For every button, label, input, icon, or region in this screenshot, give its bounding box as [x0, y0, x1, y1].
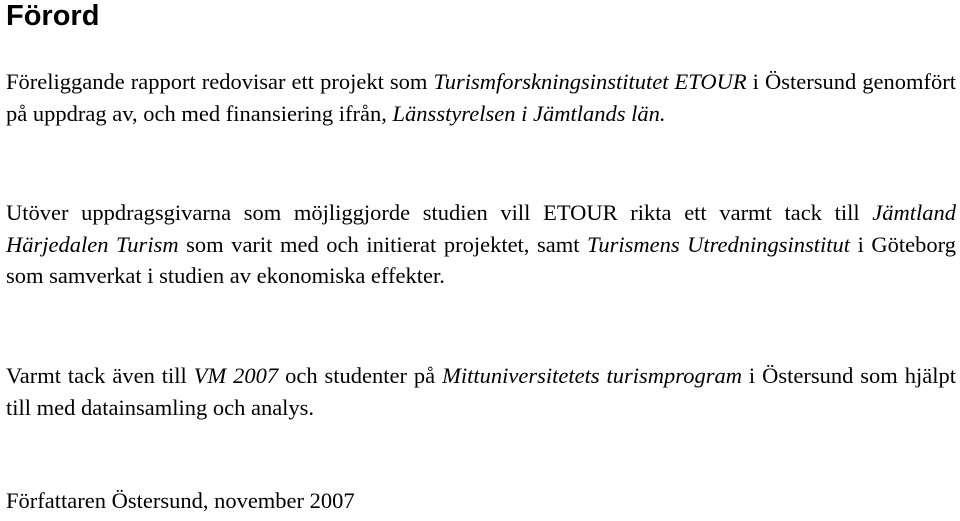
paragraph-text: Utöver uppdragsgivarna som möjliggjorde studien vill ETOUR rikta ett varmt tack till	[6, 200, 873, 225]
paragraph-text: i Göteborg som samverkat i studien av ekonomiska effekter.	[6, 231, 956, 288]
paragraph-text: Varmt tack även till	[6, 363, 194, 388]
paragraph-text: i Östersund som hjälpt till med datainsamling och analys.	[6, 363, 956, 420]
organization-name: Länsstyrelsen i Jämtlands län.	[392, 100, 666, 126]
event-name: VM 2007	[193, 363, 279, 388]
paragraph-text: och studenter på	[278, 363, 443, 388]
page-title: Förord	[6, 0, 100, 32]
organization-name: Jämtland Härjedalen Turism	[6, 200, 956, 257]
organization-name: Turismforskningsinstitutet ETOUR	[433, 69, 747, 94]
document-page	[6, 0, 956, 521]
program-name: Mittuniversitetets turismprogram	[442, 363, 742, 388]
paragraph-text: Föreliggande rapport redovisar ett projekt som	[6, 69, 434, 94]
paragraph-additional-thanks	[6, 360, 956, 423]
paragraph-thanks	[6, 197, 956, 292]
paragraph-text: i Östersund genomfört på uppdrag av, och med finansiering ifrån,	[6, 69, 956, 126]
organization-name: Turismens Utredningsinstitut	[587, 231, 851, 257]
paragraph-intro	[6, 66, 956, 129]
paragraph-text: som varit med och initierat projektet, samt	[178, 231, 588, 257]
signature-line: Författaren Östersund, november 2007	[6, 488, 355, 513]
